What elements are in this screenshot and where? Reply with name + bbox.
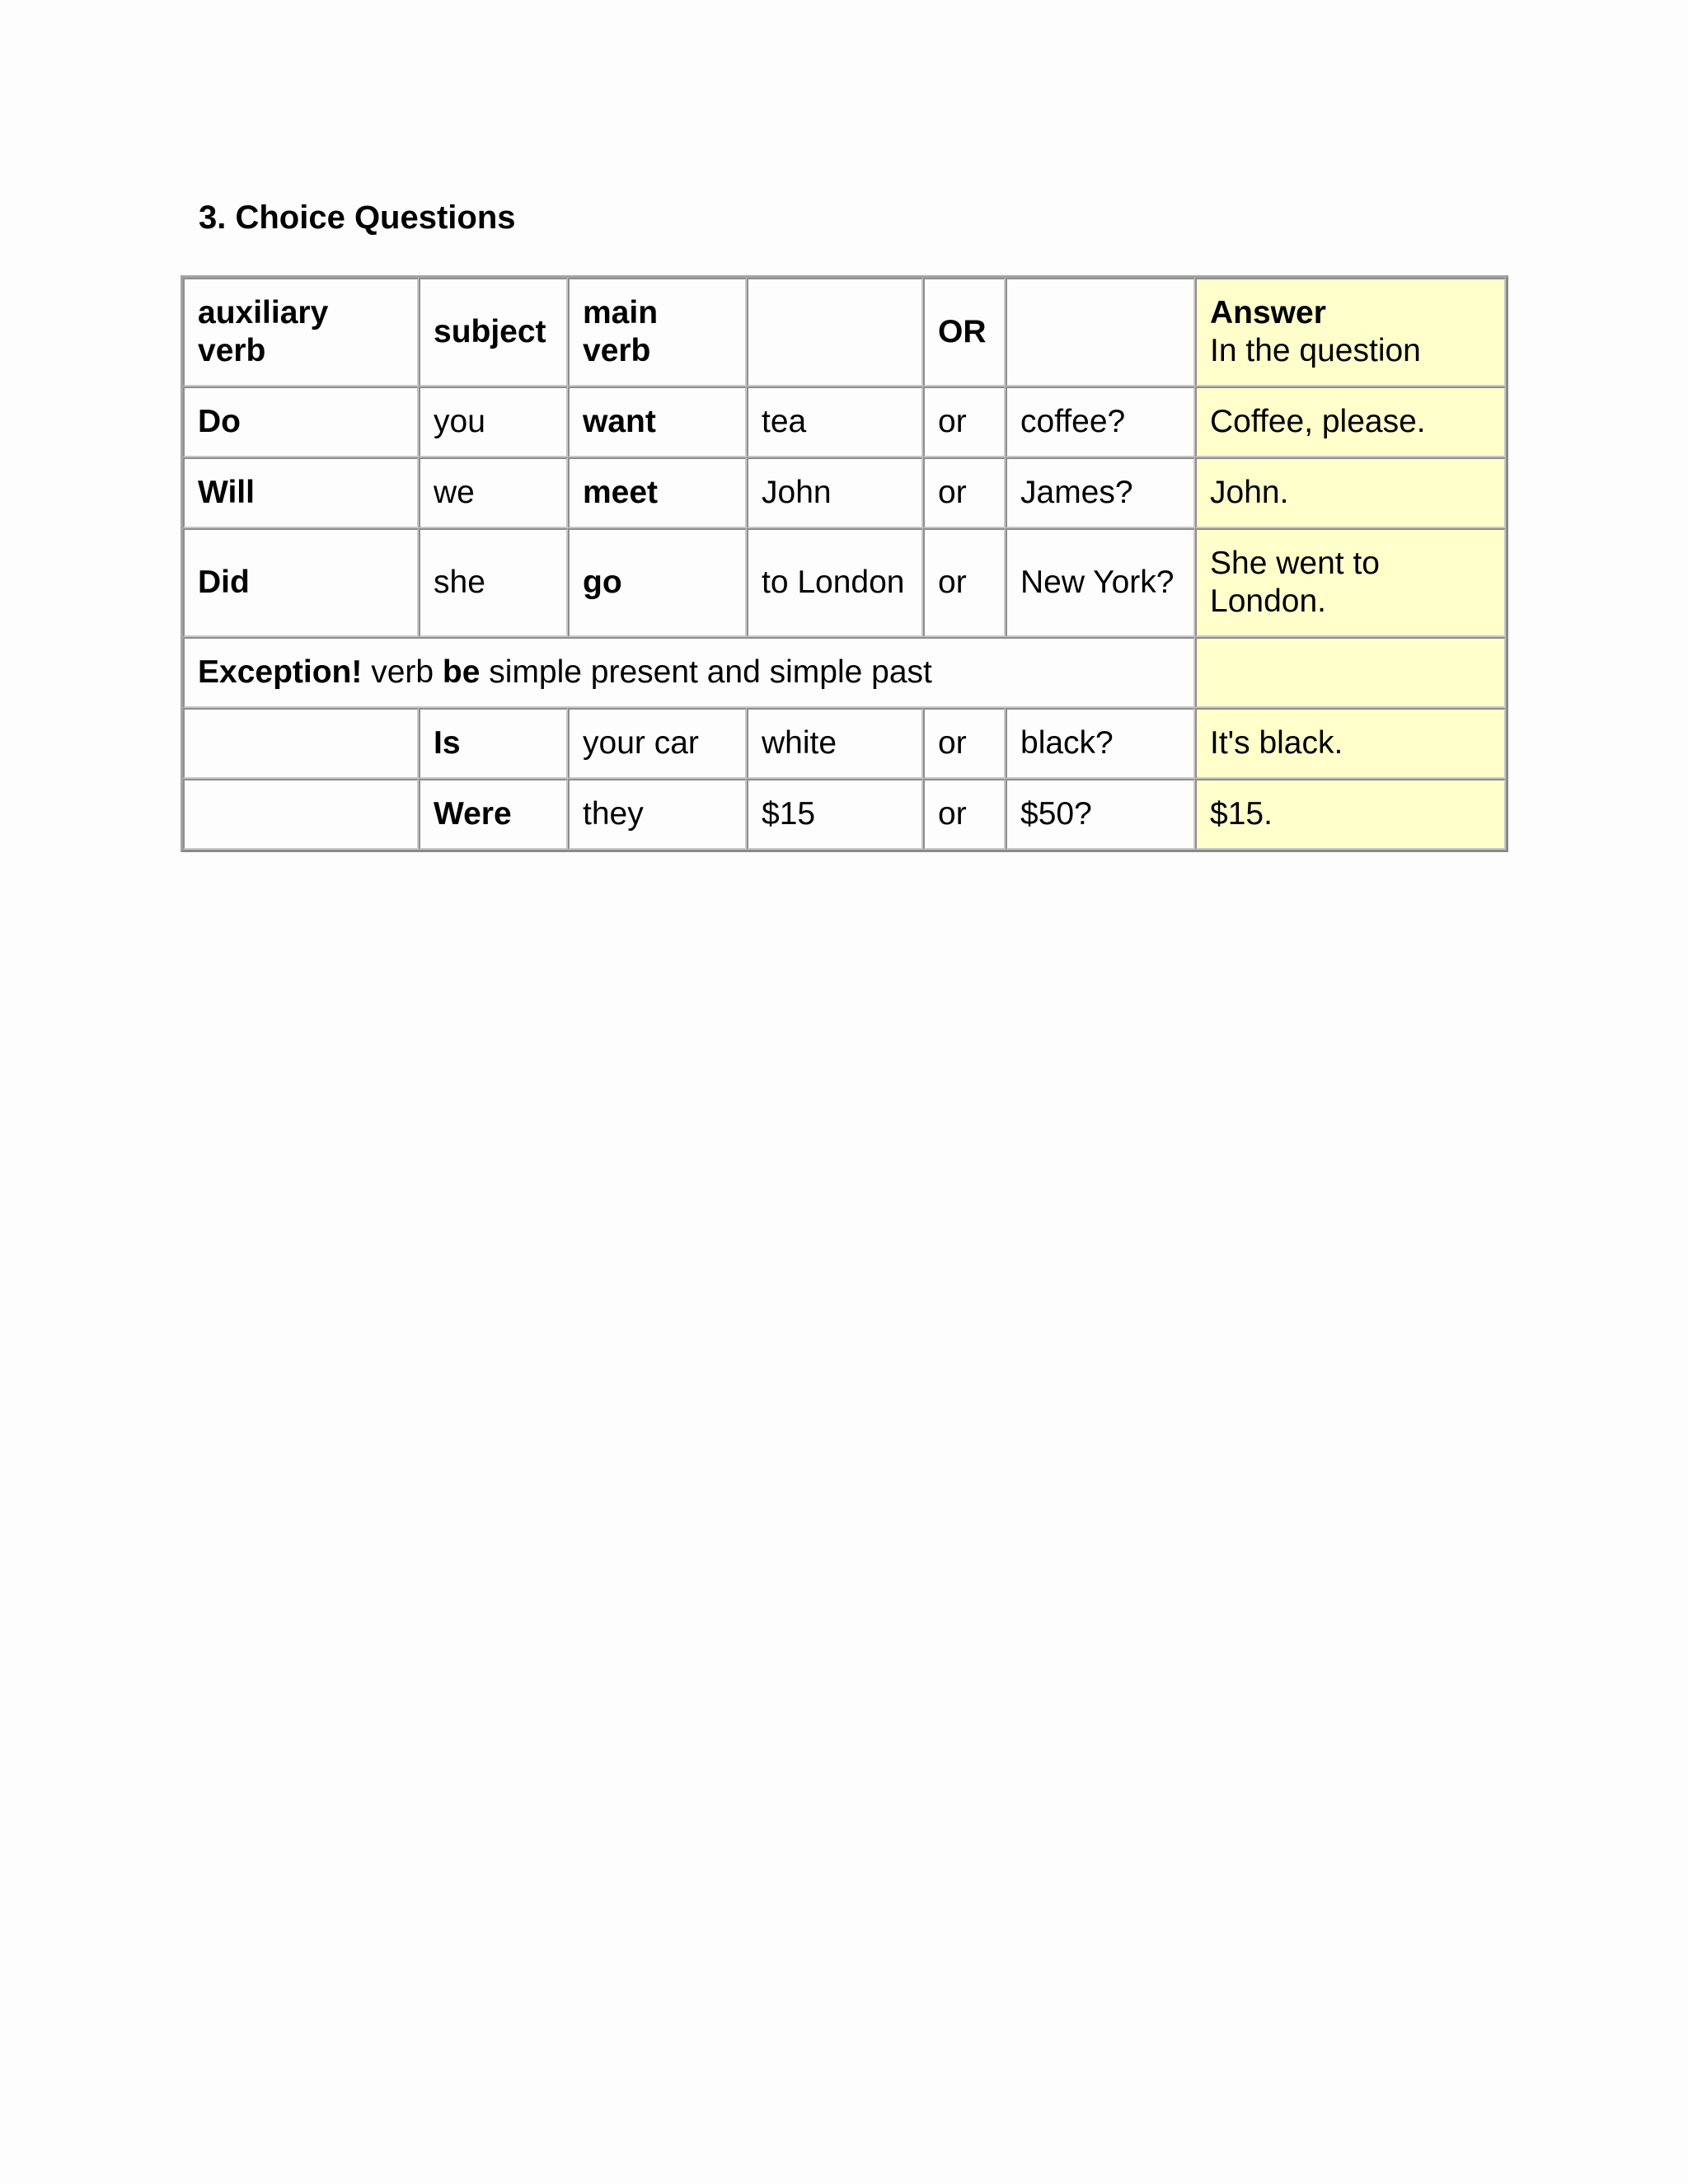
header-empty-1 [747,278,923,387]
subject-cell: your car [568,708,747,779]
subject-cell: you [419,387,568,457]
be-verb-cell: Is [419,708,568,779]
option1-cell: $15 [747,779,923,850]
option2-cell: coffee? [1006,387,1195,457]
main-verb-cell: go [568,528,747,637]
exception-note [183,637,1195,708]
header-answer-subtitle: In the question [1210,333,1421,368]
option2-cell: New York? [1006,528,1195,637]
option2-cell: James? [1006,457,1195,528]
option1-cell: tea [747,387,923,457]
header-subject: subject [419,278,568,387]
auxiliary-cell: Did [183,528,419,637]
main-verb-cell: want [568,387,747,457]
header-main-verb: main verb [568,278,747,387]
or-cell: or [923,457,1006,528]
table-row [183,708,1506,779]
empty-cell [183,708,419,779]
or-cell: or [923,528,1006,637]
option1-cell: white [747,708,923,779]
header-answer-title: Answer [1210,295,1326,330]
exception-text-1: verb [362,654,443,690]
header-empty-2 [1006,278,1195,387]
exception-answer-cell [1195,637,1506,708]
option1-cell: John [747,457,923,528]
header-or: OR [923,278,1006,387]
table-row [183,528,1506,637]
main-verb-cell: meet [568,457,747,528]
exception-verb-be: be [442,654,481,690]
empty-cell [183,779,419,850]
or-cell: or [923,779,1006,850]
exception-row [183,637,1506,708]
option2-cell: $50? [1006,779,1195,850]
table-row [183,387,1506,457]
be-verb-cell: Were [419,779,568,850]
option1-cell: to London [747,528,923,637]
or-cell: or [923,708,1006,779]
answer-cell: She went to London. [1195,528,1506,637]
subject-cell: they [568,779,747,850]
choice-questions-table [181,275,1508,852]
table-row [183,779,1506,850]
exception-text-2: simple present and simple past [480,654,932,690]
header-answer [1195,278,1506,387]
table-header-row [183,278,1506,387]
option2-cell: black? [1006,708,1195,779]
auxiliary-cell: Will [183,457,419,528]
subject-cell: we [419,457,568,528]
or-cell: or [923,387,1006,457]
subject-cell: she [419,528,568,637]
header-auxiliary-verb: auxiliary verb [183,278,419,387]
exception-label: Exception! [198,654,363,690]
answer-cell: It's black. [1195,708,1506,779]
page-title: 3. Choice Questions [199,199,516,236]
answer-cell: $15. [1195,779,1506,850]
answer-cell: John. [1195,457,1506,528]
auxiliary-cell: Do [183,387,419,457]
table-row [183,457,1506,528]
answer-cell: Coffee, please. [1195,387,1506,457]
